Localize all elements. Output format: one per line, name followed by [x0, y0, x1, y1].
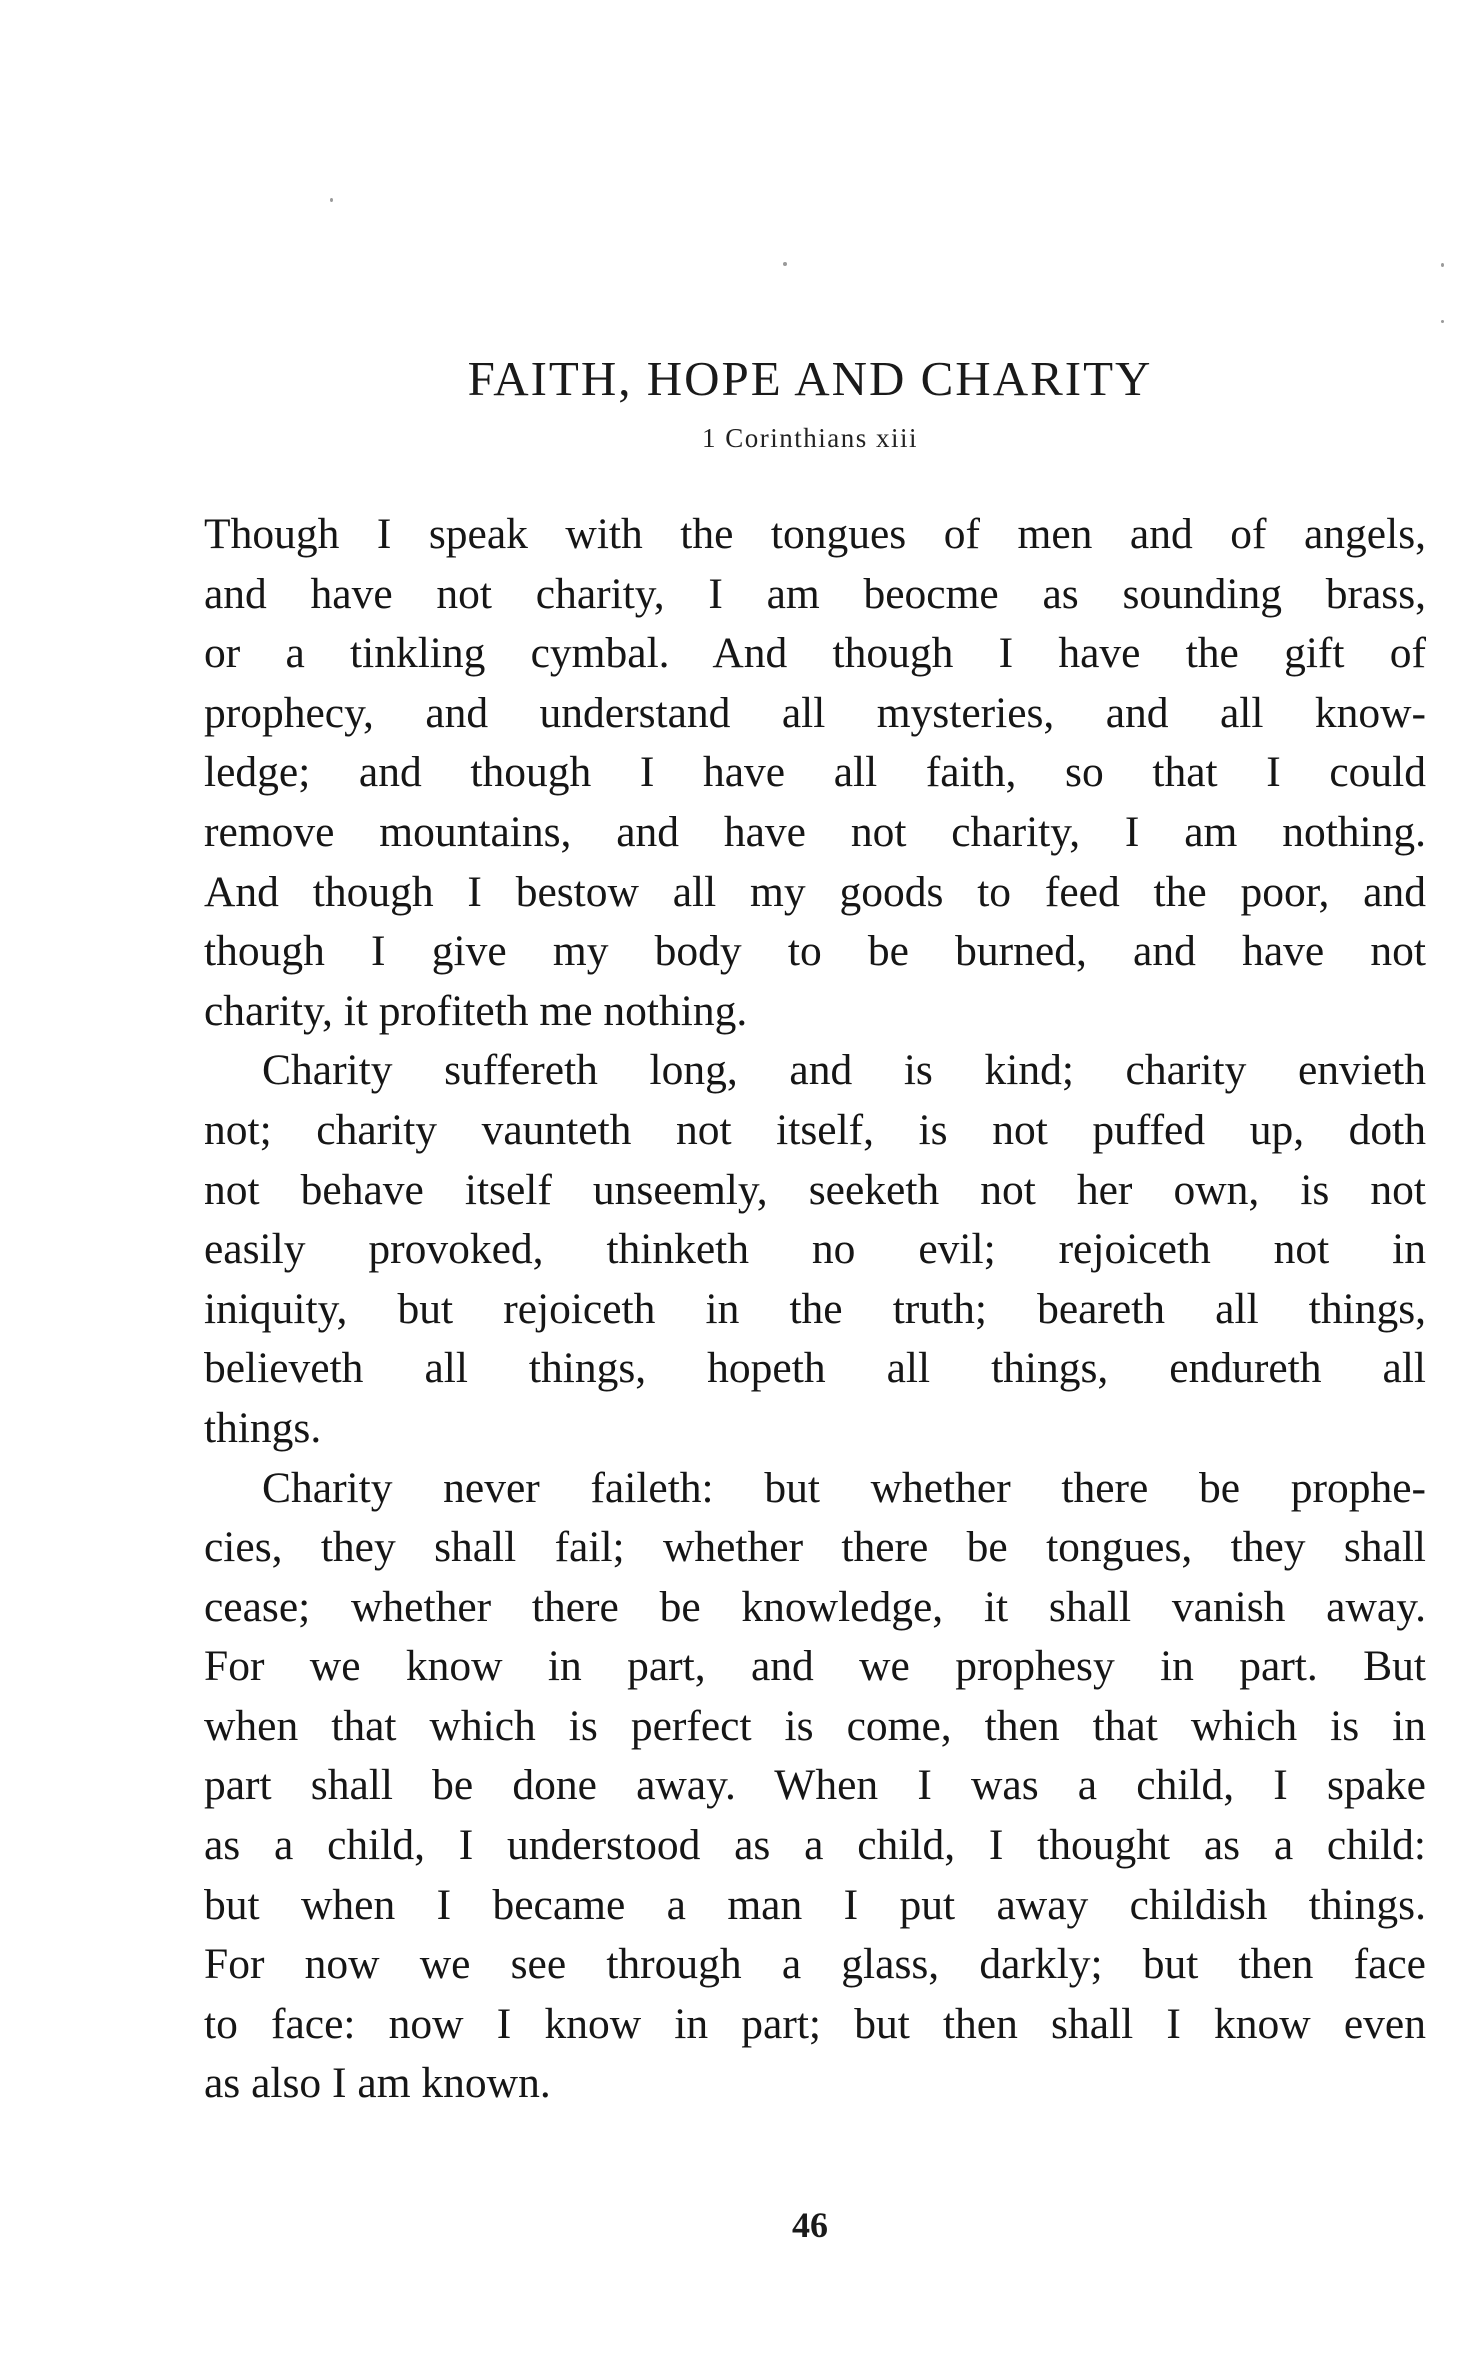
text-line: ledge; and though I have all faith, so that I could [204, 748, 1426, 797]
text-line: charity, it profiteth me nothing. [204, 986, 748, 1035]
text-line: Though I speak with the tongues of men and of angels, [204, 510, 1426, 558]
text-line: but when I became a man I put away childish things. [204, 1880, 1426, 1929]
text-line: Charity suffereth long, and is kind; charity envieth [262, 1046, 1426, 1095]
text-line: to face: now I know in part; but then shall I know even [204, 1999, 1426, 2048]
page-number: 46 [792, 2205, 828, 2245]
text-line: believeth all things, hopeth all things, endureth all [204, 1344, 1426, 1393]
scripture-reference: 1 Corinthians xiii [702, 423, 918, 453]
text-line: And though I bestow all my goods to feed the poor, and [204, 867, 1426, 916]
text-line: remove mountains, and have not charity, I am nothing. [204, 807, 1426, 856]
text-line: part shall be done away. When I was a child, I spake [204, 1761, 1426, 1810]
paper-speck [1441, 320, 1444, 323]
paper-speck [1441, 263, 1444, 267]
text-line: Charity never faileth: but whether there be prophe- [262, 1463, 1426, 1512]
text-line: when that which is perfect is come, then that which is in [204, 1701, 1426, 1750]
text-line: iniquity, but rejoiceth in the truth; beareth all things, [204, 1284, 1426, 1333]
text-line: prophecy, and understand all mysteries, and all know- [204, 688, 1426, 737]
text-line: easily provoked, thinketh no evil; rejoiceth not in [204, 1225, 1426, 1274]
text-line: and have not charity, I am beocme as sounding brass, [204, 569, 1426, 618]
text-line: For now we see through a glass, darkly; but then face [204, 1940, 1426, 1989]
text-line: things. [204, 1403, 322, 1452]
text-line: For we know in part, and we prophesy in part. But [204, 1642, 1426, 1691]
paper-speck [330, 198, 333, 202]
text-line: cease; whether there be knowledge, it shall vanish away. [204, 1582, 1426, 1631]
text-line: or a tinkling cymbal. And though I have the gift of [204, 629, 1426, 678]
text-line: as a child, I understood as a child, I thought as a child: [204, 1821, 1426, 1870]
text-line: not; charity vaunteth not itself, is not puffed up, doth [204, 1105, 1426, 1154]
text-line: as also I am known. [204, 2059, 551, 2108]
text-line: not behave itself unseemly, seeketh not her own, is not [204, 1165, 1426, 1214]
passage-text [204, 505, 1426, 2114]
chapter-title: FAITH, HOPE AND CHARITY [467, 351, 1153, 406]
text-line: though I give my body to be burned, and have not [204, 927, 1426, 976]
text-line: cies, they shall fail; whether there be tongues, they shall [204, 1523, 1426, 1572]
paper-speck [783, 262, 787, 266]
